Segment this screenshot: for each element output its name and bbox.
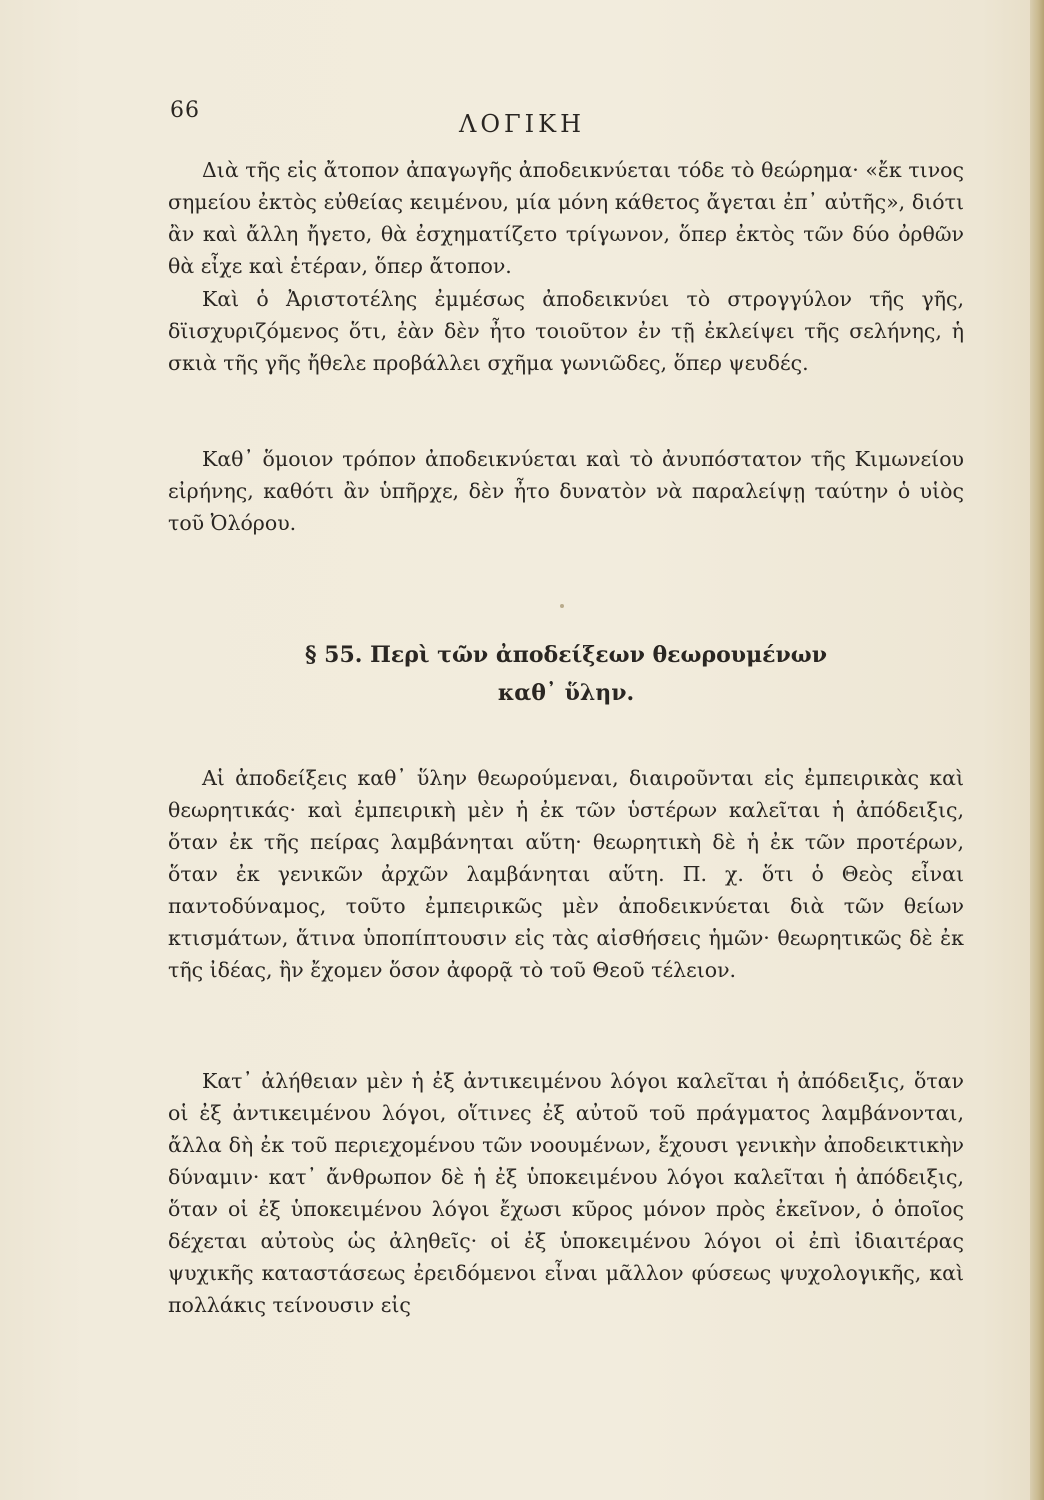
running-title: ΛΟΓΙΚΗ [459, 110, 585, 138]
print-speck [560, 604, 564, 608]
section-heading [168, 636, 964, 712]
paragraph-aristotle-earth: Καὶ ὁ Ἀριστοτέλης ἐμμέσως ἀποδεικνύει τὸ στρογγύλον τῆς γῆς, δϊισχυριζόμενος ὅτι, ἐὰν δὲν ἦτο τοιοῦτον ἐν τῇ ἐκλείψει τῆς σελήνης, ἡ σκιὰ τῆς γῆς ἤθελε προβάλλει σχῆμα γωνιῶδες, ὅπερ ψευδές. [168, 287, 964, 375]
page-edge-shadow [1030, 0, 1044, 1500]
section-heading-line-2: καθ᾽ ὕλην. [497, 680, 635, 706]
section-heading-line-1: § 55. Περὶ τῶν ἀποδείξεων θεωρουμένων [304, 642, 828, 668]
paragraph-kimonian-peace: Καθ᾽ ὅμοιον τρόπον ἀποδεικνύεται καὶ τὸ ἀνυπόστατον τῆς Κιμωνείου εἰρήνης, καθότι ἂν ὑπῆρχε, δὲν ἦτο δυνατὸν νὰ παραλείψῃ ταύτην ὁ υἱὸς τοῦ Ὀλόρου. [168, 447, 964, 535]
page-number: 66 [170, 98, 200, 123]
paragraph-objective-subjective: Κατ᾽ ἀλήθειαν μὲν ἡ ἐξ ἀντικειμένου λόγοι καλεῖται ἡ ἀπόδειξις, ὅταν οἱ ἐξ ἀντικειμένου λόγοι, οἵτινες ἐξ αὐτοῦ τοῦ πράγματος λαμβάνονται, ἄλλα δὴ ἐκ τοῦ περιεχομένου τῶν νοουμένων, ἔχουσι γενικὴν ἀποδεικτικὴν δύναμιν· κατ᾽ ἄνθρωπον δὲ ἡ ἐξ ὑποκειμένου λόγοι καλεῖται ἡ ἀπόδειξις, ὅταν οἱ ἐξ ὑποκειμένου λόγοι ἔχωσι κῦρος μόνον πρὸς ἐκεῖνον, ὁ ὁποῖος δέχεται αὐτοὺς ὡς ἀληθεῖς· οἱ ἐξ ὑποκειμένου λόγοι οἱ ἐπὶ ἰδιαιτέρας ψυχικῆς καταστάσεως ἐρειδόμενοι εἶναι μᾶλλον φύσεως ψυχολογικῆς, καὶ πολλάκις τείνουσιν εἰς [168, 1069, 964, 1317]
paragraph-reductio-theorem: Διὰ τῆς εἰς ἄτοπον ἀπαγωγῆς ἀποδεικνύεται τόδε τὸ θεώρημα· «ἔκ τινος σημείου ἐκτὸς εὐθείας κειμένου, μία μόνη κάθετος ἄγεται ἐπ᾽ αὐτῆς», διότι ἂν καὶ ἄλλη ἤγετο, θὰ ἐσχηματίζετο τρίγωνον, ὅπερ ἐκτὸς τῶν δύο ὀρθῶν θὰ εἶχε καὶ ἑτέραν, ὅπερ ἄτοπον. [168, 158, 964, 278]
paragraph-empirical-theoretical: Αἱ ἀποδείξεις καθ᾽ ὕλην θεωρούμεναι, διαιροῦνται εἰς ἐμπειρικὰς καὶ θεωρητικάς· καὶ ἐμπειρικὴ μὲν ἡ ἐκ τῶν ὑστέρων καλεῖται ἡ ἀπόδειξις, ὅταν ἐκ τῆς πείρας λαμβάνηται αὕτη· θεωρητικὴ δὲ ἡ ἐκ τῶν προτέρων, ὅταν ἐκ γενικῶν ἀρχῶν λαμβάνηται αὕτη. Π. χ. ὅτι ὁ Θεὸς εἶναι παντοδύναμος, τοῦτο ἐμπειρικῶς μὲν ἀποδεικνύεται διὰ τῶν θείων κτισμάτων, ἅτινα ὑποπίπτουσιν εἰς τὰς αἰσθήσεις ἡμῶν· θεωρητικῶς δὲ ἐκ τῆς ἰδέας, ἣν ἔχομεν ὅσον ἀφορᾷ τὸ τοῦ Θεοῦ τέλειον. [168, 766, 964, 982]
